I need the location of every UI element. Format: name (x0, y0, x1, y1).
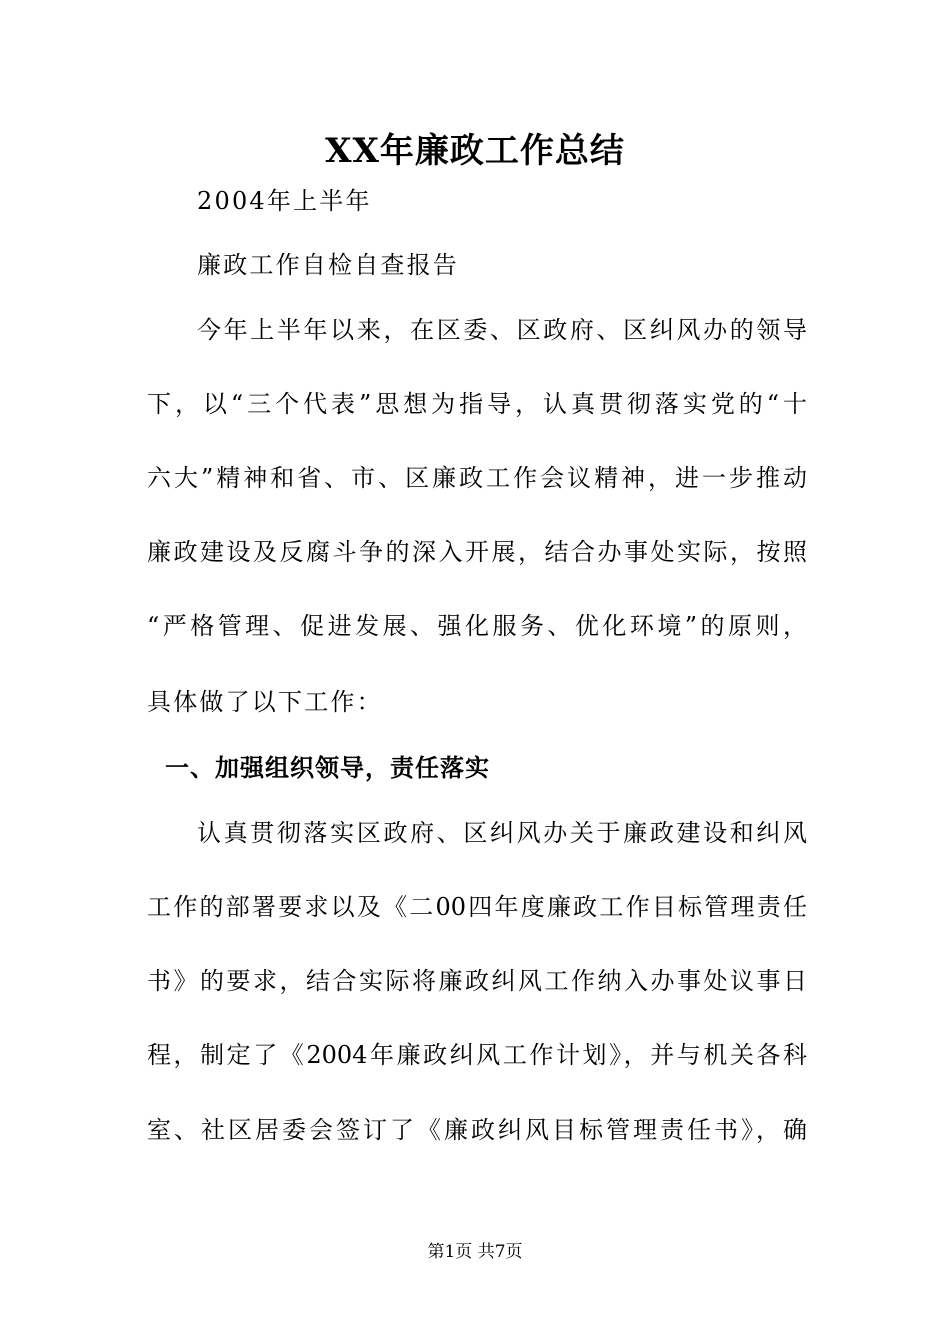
paragraph-line: 廉政建设及反腐斗争的深入开展，结合办事处实际，按照 (147, 538, 807, 566)
section-heading: 一、加强组织领导，责任落实 (165, 754, 490, 782)
paragraph-line: 室、社区居委会签订了《廉政纠风目标管理责任书》，确 (147, 1116, 807, 1144)
paragraph-line: “严格管理、促进发展、强化服务、优化环境”的原则， (147, 612, 807, 640)
page-number-footer: 第1页 共7页 (427, 1242, 523, 1262)
paragraph-line: 下，以“三个代表”思想为指导，认真贯彻落实党的“十 (147, 390, 807, 418)
paragraph-line: 程，制定了《2004年廉政纠风工作计划》，并与机关各科 (147, 1041, 807, 1069)
document-title: XX年廉政工作总结 (325, 131, 625, 171)
date-line: 2004年上半年 (197, 187, 372, 215)
paragraph-line: 六大”精神和省、市、区廉政工作会议精神，进一步推动 (147, 464, 807, 492)
paragraph-line: 书》的要求，结合实际将廉政纠风工作纳入办事处议事日 (147, 967, 807, 995)
paragraph-line: 工作的部署要求以及《二00四年度廉政工作目标管理责任 (147, 893, 807, 921)
paragraph-line: 认真贯彻落实区政府、区纠风办关于廉政建设和纠风 (197, 819, 807, 847)
paragraph-line: 今年上半年以来，在区委、区政府、区纠风办的领导 (197, 316, 807, 344)
report-subtitle: 廉政工作自检自查报告 (197, 251, 459, 279)
paragraph-line: 具体做了以下工作： (147, 688, 383, 716)
